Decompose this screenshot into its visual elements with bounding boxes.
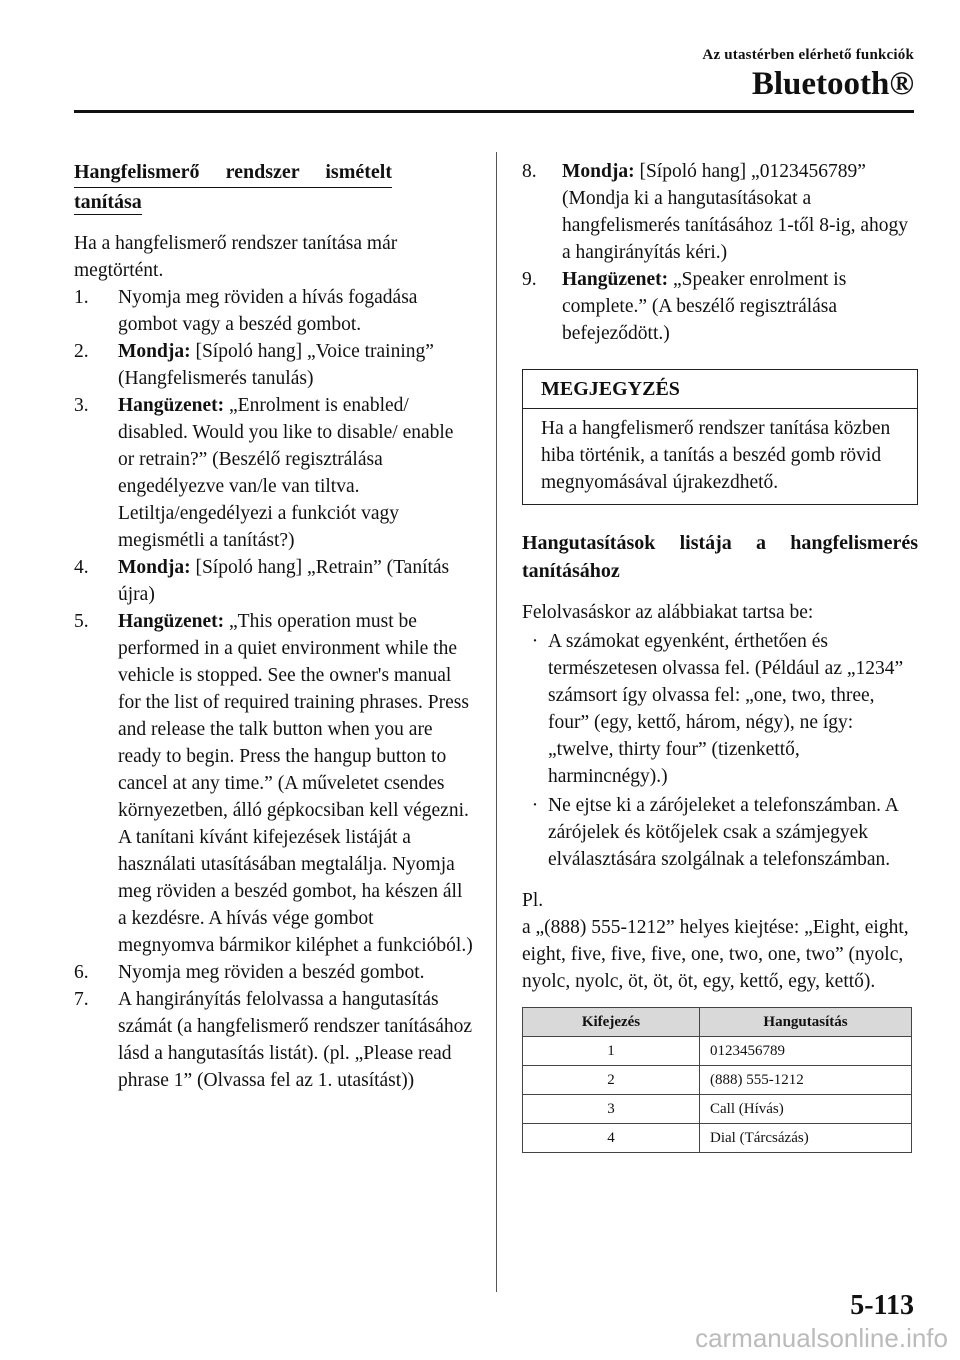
step-3: 3. Hangüzenet: „Enrolment is enabled/ disabled. Would you like to disable/ enable or retrain?” (Beszélő regisztrálása engedélyezve van/le van tiltva. Letiltja/engedélyezi a funkciót vagy megismétli a tanítást?) — [74, 395, 454, 551]
step-9: 9. Hangüzenet: „Speaker enrolment is complete.” (A beszélő regisztrálása befejeződött.) — [522, 269, 847, 344]
step-6: 6. Nyomja meg röviden a beszéd gombot. — [74, 962, 425, 983]
section-title-retrain: Hangfelismerő rendszer ismételt tanítása — [74, 158, 474, 216]
step-7: 7. A hangirányítás felolvassa a hangutasítás számát (a hangfelismerő rendszer tanításához lásd a hangutasítás listát). (pl. „Please read phrase 1” (Olvassa fel az 1. utasítást)) — [74, 989, 473, 1091]
running-header-subtitle: Az utastérben elérhető funkciók — [702, 47, 914, 63]
header-rule — [74, 110, 914, 113]
column-divider — [496, 152, 497, 1292]
example-text: a „(888) 555-1212” helyes kiejtése: „Eight, eight, eight, five, five, five, one, two, one, two” (nyolc, nyolc, nyolc, öt, öt, öt, egy, kettő, egy, kettő). — [522, 917, 909, 992]
step-1: 1. Nyomja meg röviden a hívás fogadása gombot vagy a beszéd gombot. — [74, 287, 418, 335]
note-heading: MEGJEGYZÉS — [523, 370, 917, 409]
table-header: Kifejezés — [523, 1008, 700, 1037]
note-box — [522, 369, 918, 505]
step-4: 4. Mondja: [Sípoló hang] „Retrain” (Tanítás újra) — [74, 557, 450, 605]
step-2: 2. Mondja: [Sípoló hang] „Voice training” (Hangfelismerés tanulás) — [74, 341, 434, 389]
note-body: Ha a hangfelismerő rendszer tanítása közben hiba történik, a tanítás a beszéd gomb rövid megnyomásával újrakezdhető. — [541, 418, 891, 493]
table-row: 2 (888) 555-1212 — [523, 1066, 912, 1095]
watermark: carmanualsonline.info — [695, 1323, 948, 1353]
step-5: 5. Hangüzenet: „This operation must be performed in a quiet environment while the vehicle is stopped. See the owner's manual for the list of required training phrases. Press and release the talk button when you are ready to begin. Press the hangup button to cancel at any time.” (A műveletet csendes környezetben, álló gépkocsiban kell végezni. A tanítani kívánt kifejezések listáját a használati utasításában megtalálja. Nyomja meg röviden a beszéd gombot, ha készen áll a kezdésre. A hívás vége gombot megnyomva bármikor kiléphet a funkcióból.) — [74, 611, 473, 956]
bullet-dot-icon: · — [531, 795, 539, 816]
page-number: 5-113 — [850, 1290, 914, 1321]
table-header: Hangutasítás — [700, 1008, 912, 1037]
running-header-title: Bluetooth® — [751, 66, 914, 102]
command-table — [522, 1007, 912, 1153]
bullet-item: · A számokat egyenként, érthetően és természetesen olvassa fel. (Például az „1234” számsort így olvassa fel: „one, two, three, four” (egy, kettő, három, négy), ne így: „twelve, thirty four” (tizenkettő, harmincnégy).) — [522, 628, 918, 790]
section-title-command-list: Hangutasítások listája a hangfelismerés tanításához — [522, 532, 918, 582]
left-column — [74, 158, 474, 1094]
bullet-dot-icon: · — [531, 631, 539, 652]
table-row: 1 0123456789 — [523, 1037, 912, 1066]
table-header-row — [523, 1008, 912, 1037]
table-row: 4 Dial (Tárcsázás) — [523, 1124, 912, 1153]
example-label: Pl. — [522, 890, 544, 911]
intro-text: Ha a hangfelismerő rendszer tanítása már megtörtént. — [74, 233, 398, 281]
bullet-item: · Ne ejtse ki a zárójeleket a telefonszámban. A zárójelek és kötőjelek csak a számjegyek elválasztására szolgálnak a telefonszámban. — [522, 792, 918, 873]
right-column — [522, 158, 918, 1153]
table-row: 3 Call (Hívás) — [523, 1095, 912, 1124]
step-8: 8. Mondja: [Sípoló hang] „0123456789” (Mondja ki a hangutasításokat a hangfelismerés tanításához 1-től 8-ig, ahogy a hangirányítás kéri.) — [522, 161, 909, 263]
intro2-text: Felolvasáskor az alábbiakat tartsa be: — [522, 602, 814, 623]
